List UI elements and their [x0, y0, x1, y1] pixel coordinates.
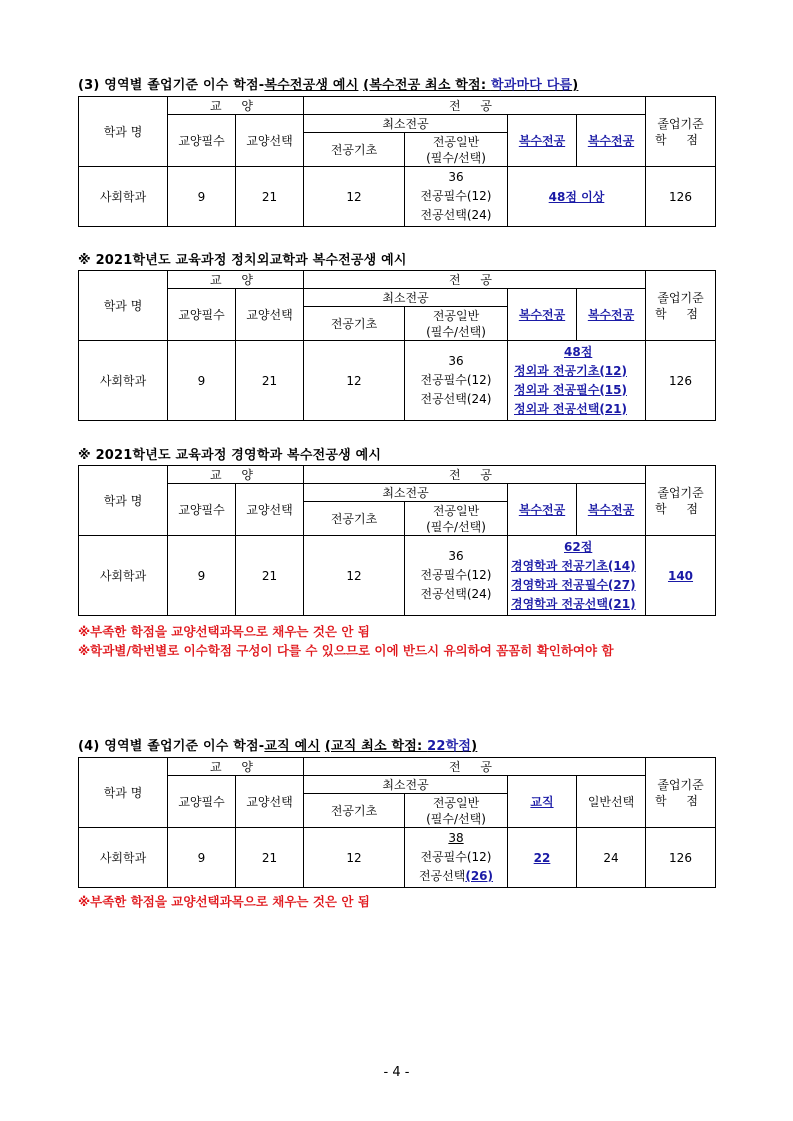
- header-gyoyang-elective: 교양선택: [236, 289, 304, 341]
- credit-table-business: [78, 465, 716, 616]
- header-major-general: 전공일반 (필수/선택): [405, 307, 508, 341]
- row-major-basic: 12: [304, 341, 405, 421]
- row-major-general: 38 전공필수(12) 전공선택(26): [405, 828, 508, 888]
- header-major-basic: 전공기초: [304, 794, 405, 828]
- header-major-general: 전공일반 (필수/선택): [405, 794, 508, 828]
- row-grad: 140: [646, 536, 716, 616]
- header-gyoyang-elective: 교양선택: [236, 776, 304, 828]
- row-grad: 126: [646, 167, 716, 227]
- page-number: - 4 -: [383, 1065, 410, 1080]
- section-3-heading-title: 복수전공생 예시: [264, 78, 359, 93]
- row-major-basic: 12: [304, 828, 405, 888]
- header-gyoyang-required: 교양필수: [168, 484, 236, 536]
- row-dept: 사회학과: [79, 828, 168, 888]
- header-min-major: 최소전공: [304, 484, 508, 502]
- header-double-major-1: 복수전공: [508, 289, 577, 341]
- header-gyoyang-required: 교양필수: [168, 776, 236, 828]
- header-gyoyang-elective: 교양선택: [236, 115, 304, 167]
- section-3-heading-prefix: (3) 영역별 졸업기준 이수 학점-: [78, 78, 265, 93]
- header-grad: 졸업기준 학 점: [646, 97, 716, 167]
- header-gyoyang-elective: 교양선택: [236, 484, 304, 536]
- header-gyoyang: 교 양: [168, 466, 304, 484]
- note-no-gyoyang-fill: ※부족한 학점을 교양선택과목으로 채우는 것은 안 됨: [78, 624, 370, 639]
- header-dept: 학과 명: [79, 466, 168, 536]
- row-double-major: 48점 이상: [508, 167, 646, 227]
- header-double-major-2: 복수전공: [577, 289, 646, 341]
- header-gyoyang: 교 양: [168, 758, 304, 776]
- credit-table-teaching: [78, 757, 716, 888]
- header-teaching: 교직: [508, 776, 577, 828]
- header-jeongong: 전 공: [304, 758, 646, 776]
- row-teaching: 22: [508, 828, 577, 888]
- note-no-gyoyang-fill-2: ※부족한 학점을 교양선택과목으로 채우는 것은 안 됨: [78, 894, 370, 909]
- row-major-general: 36 전공필수(12) 전공선택(24): [405, 341, 508, 421]
- header-min-major: 최소전공: [304, 776, 508, 794]
- header-major-general: 전공일반 (필수/선택): [405, 502, 508, 536]
- row-major-general: 36 전공필수(12) 전공선택(24): [405, 167, 508, 227]
- row-major-basic: 12: [304, 536, 405, 616]
- header-jeongong: 전 공: [304, 466, 646, 484]
- header-double-major-2: 복수전공: [577, 484, 646, 536]
- row-gyoyang-elective: 21: [236, 167, 304, 227]
- row-gyoyang-elective: 21: [236, 341, 304, 421]
- row-grad: 126: [646, 828, 716, 888]
- header-major-general: 전공일반 (필수/선택): [405, 133, 508, 167]
- header-dept: 학과 명: [79, 97, 168, 167]
- header-grad: 졸업기준 학 점: [646, 758, 716, 828]
- header-major-basic: 전공기초: [304, 133, 405, 167]
- note-check-requirements: ※학과별/학번별로 이수학점 구성이 다를 수 있으므로 이에 반드시 유의하여 꼼꼼히 확인하여야 함: [78, 643, 614, 658]
- row-double-major: 62점 경영학과 전공기초(14) 경영학과 전공필수(27) 경영학과 전공선택(21): [508, 536, 646, 616]
- header-jeongong: 전 공: [304, 97, 646, 115]
- row-major-general: 36 전공필수(12) 전공선택(24): [405, 536, 508, 616]
- row-gyoyang-required: 9: [168, 536, 236, 616]
- header-major-basic: 전공기초: [304, 307, 405, 341]
- section-3-heading-min: (복수전공 최소 학점: 학과마다 다름): [363, 78, 579, 93]
- row-gyoyang-required: 9: [168, 828, 236, 888]
- header-jeongong: 전 공: [304, 271, 646, 289]
- row-major-basic: 12: [304, 167, 405, 227]
- header-double-major-1: 복수전공: [508, 484, 577, 536]
- credit-table-polisci: [78, 270, 716, 421]
- header-grad: 졸업기준 학 점: [646, 271, 716, 341]
- row-dept: 사회학과: [79, 341, 168, 421]
- row-double-major: 48점 정외과 전공기초(12) 정외과 전공필수(15) 정외과 전공선택(21): [508, 341, 646, 421]
- header-min-major: 최소전공: [304, 289, 508, 307]
- row-gyoyang-required: 9: [168, 341, 236, 421]
- header-gyoyang: 교 양: [168, 271, 304, 289]
- header-dept: 학과 명: [79, 271, 168, 341]
- header-gyoyang-required: 교양필수: [168, 289, 236, 341]
- row-gyoyang-required: 9: [168, 167, 236, 227]
- row-general-elective: 24: [577, 828, 646, 888]
- header-min-major: 최소전공: [304, 115, 508, 133]
- polisci-heading: ※ 2021학년도 교육과정 정치외교학과 복수전공생 예시: [78, 253, 407, 268]
- header-grad: 졸업기준 학 점: [646, 466, 716, 536]
- row-gyoyang-elective: 21: [236, 536, 304, 616]
- credit-table-double-major: [78, 96, 716, 227]
- section-3-heading: [78, 74, 578, 93]
- row-dept: 사회학과: [79, 167, 168, 227]
- row-dept: 사회학과: [79, 536, 168, 616]
- header-double-major-2: 복수전공: [577, 115, 646, 167]
- section-4-heading: (4) 영역별 졸업기준 이수 학점-교직 예시 (교직 최소 학점: 22학점): [78, 739, 478, 754]
- header-general-elective: 일반선택: [577, 776, 646, 828]
- header-gyoyang-required: 교양필수: [168, 115, 236, 167]
- header-gyoyang: 교 양: [168, 97, 304, 115]
- header-major-basic: 전공기초: [304, 502, 405, 536]
- business-heading: ※ 2021학년도 교육과정 경영학과 복수전공생 예시: [78, 448, 382, 463]
- header-dept: 학과 명: [79, 758, 168, 828]
- row-grad: 126: [646, 341, 716, 421]
- row-gyoyang-elective: 21: [236, 828, 304, 888]
- header-double-major-1: 복수전공: [508, 115, 577, 167]
